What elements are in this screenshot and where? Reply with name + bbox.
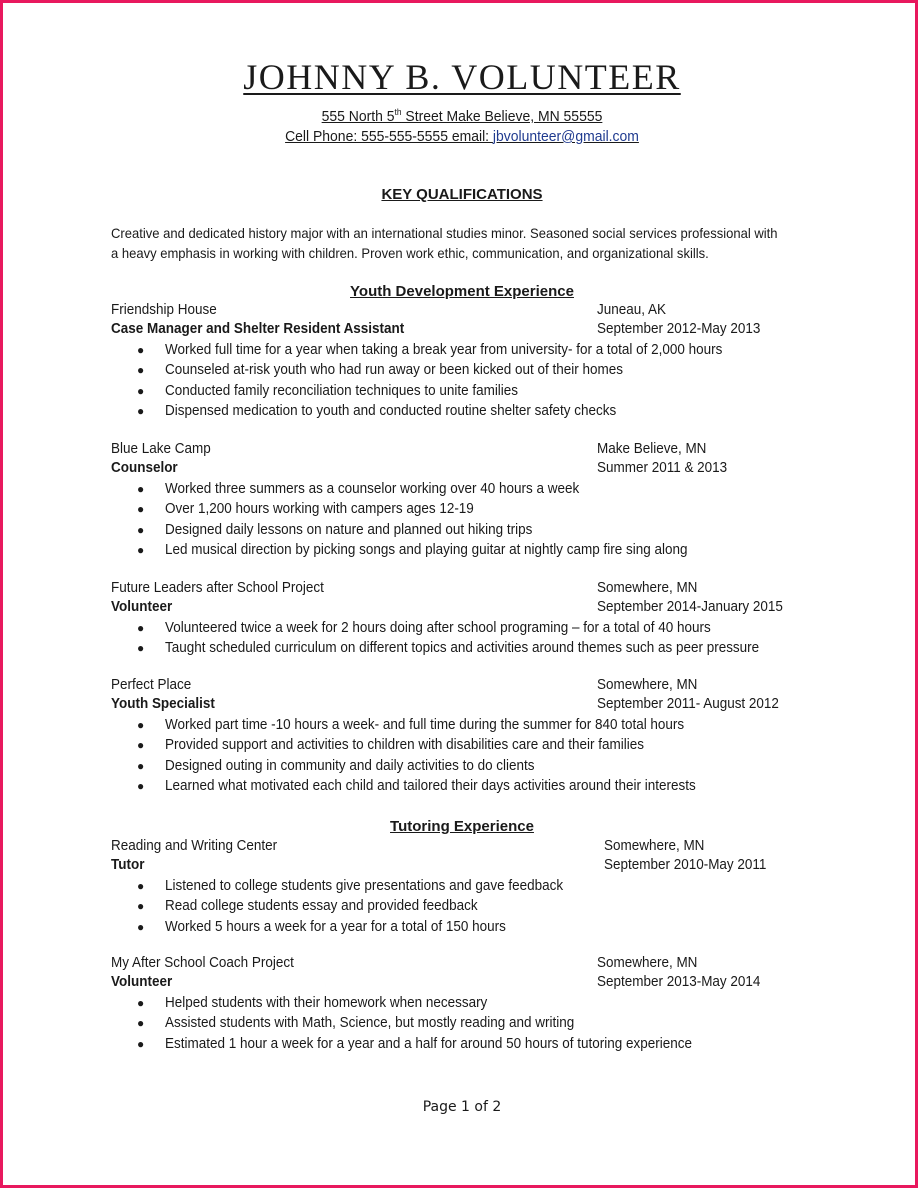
job-location: Somewhere, MN bbox=[597, 955, 698, 971]
bullet-item: ● Taught scheduled curriculum on different topics and activities around themes such as peer pressure bbox=[137, 640, 760, 657]
job-role: Volunteer bbox=[111, 974, 173, 990]
bullet-item: ● Worked three summers as a counselor working over 40 hours a week bbox=[137, 481, 580, 497]
job-org: My After School Coach Project bbox=[111, 955, 294, 971]
job-location: Somewhere, MN bbox=[597, 677, 698, 693]
resume-name: JOHNNY B. VOLUNTEER bbox=[243, 57, 681, 97]
job-dates: September 2014-January 2015 bbox=[597, 599, 783, 615]
job-org: Reading and Writing Center bbox=[111, 838, 278, 854]
bullet-item: ● Learned what motivated each child and tailored their days activities around their interests bbox=[137, 777, 696, 794]
job-role: Tutor bbox=[111, 857, 145, 873]
job-dates: September 2013-May 2014 bbox=[597, 974, 761, 990]
job-bullets bbox=[111, 618, 831, 659]
bullet-item: ● Designed outing in community and daily activities to do clients bbox=[137, 757, 535, 774]
bullet-item: ● Provided support and activities to children with disabilities care and their families bbox=[137, 737, 644, 754]
bullet-item: ● Led musical direction by picking songs and playing guitar at nightly camp fire sing along bbox=[137, 541, 688, 558]
bullet-item: ● Worked 5 hours a week for a year for a total of 150 hours bbox=[137, 918, 506, 935]
page-number: Page 1 of 2 bbox=[422, 1099, 502, 1115]
bullet-item: ● Read college students essay and provided feedback bbox=[137, 898, 478, 915]
job-bullets bbox=[111, 340, 831, 421]
bullet-item: ● Worked part time -10 hours a week- and full time during the summer for 840 total hours bbox=[137, 717, 685, 733]
bullet-item: ● Dispensed medication to youth and conducted routine shelter safety checks bbox=[137, 402, 617, 419]
bullet-item: ● Estimated 1 hour a week for a year and a half for around 50 hours of tutoring experience bbox=[137, 1035, 692, 1052]
bullet-item: ● Volunteered twice a week for 2 hours doing after school programing – for a total of 40 hours bbox=[137, 620, 711, 636]
bullet-item: ● Listened to college students give presentations and gave feedback bbox=[137, 878, 564, 894]
job-bullets bbox=[111, 715, 831, 796]
job-org: Friendship House bbox=[111, 302, 217, 318]
job-role: Counselor bbox=[111, 460, 178, 476]
bullet-item: ● Counseled at-risk youth who had run away or been kicked out of their homes bbox=[137, 362, 624, 379]
job-location: Juneau, AK bbox=[597, 302, 666, 318]
job-location: Somewhere, MN bbox=[597, 580, 698, 596]
job-role: Youth Specialist bbox=[111, 696, 215, 712]
job-location: Somewhere, MN bbox=[604, 838, 705, 854]
job-dates: September 2011- August 2012 bbox=[597, 696, 779, 712]
bullet-item: ● Conducted family reconciliation techniques to unite families bbox=[137, 382, 519, 399]
qualifications-line-1: Creative and dedicated history major with an international studies minor. Seasoned social services professional with bbox=[111, 225, 778, 241]
bullet-item: ● Helped students with their homework when necessary bbox=[137, 995, 488, 1011]
job-bullets bbox=[111, 479, 831, 560]
key-qualifications-heading: KEY QUALIFICATIONS bbox=[381, 186, 543, 203]
qualifications-line-2: a heavy emphasis in working with children. Proven work ethic, communication, and organizational skills. bbox=[111, 245, 709, 261]
job-org: Future Leaders after School Project bbox=[111, 580, 324, 596]
job-org: Blue Lake Camp bbox=[111, 441, 211, 457]
contact-line: Cell Phone: 555-555-5555 email: jbvolunteer@gmail.com bbox=[285, 128, 639, 145]
bullet-item: ● Worked full time for a year when taking a break year from university- for a total of 2,000 hours bbox=[137, 342, 723, 358]
job-bullets bbox=[111, 876, 831, 937]
job-dates: September 2010-May 2011 bbox=[604, 857, 767, 873]
bullet-item: ● Over 1,200 hours working with campers ages 12-19 bbox=[137, 501, 474, 518]
tutoring-experience-heading: Tutoring Experience bbox=[390, 818, 534, 835]
youth-experience-heading: Youth Development Experience bbox=[350, 283, 574, 300]
job-role: Case Manager and Shelter Resident Assistant bbox=[111, 321, 405, 337]
job-dates: Summer 2011 & 2013 bbox=[597, 460, 728, 476]
address-line: 555 North 5th Street Make Believe, MN 55555 bbox=[321, 107, 603, 125]
job-location: Make Believe, MN bbox=[597, 441, 707, 457]
job-org: Perfect Place bbox=[111, 677, 192, 693]
job-dates: September 2012-May 2013 bbox=[597, 321, 761, 337]
email-link[interactable]: jbvolunteer@gmail.com bbox=[492, 128, 639, 145]
bullet-item: ● Assisted students with Math, Science, but mostly reading and writing bbox=[137, 1015, 575, 1032]
job-role: Volunteer bbox=[111, 599, 173, 615]
job-bullets bbox=[111, 993, 831, 1054]
bullet-item: ● Designed daily lessons on nature and planned out hiking trips bbox=[137, 521, 533, 538]
